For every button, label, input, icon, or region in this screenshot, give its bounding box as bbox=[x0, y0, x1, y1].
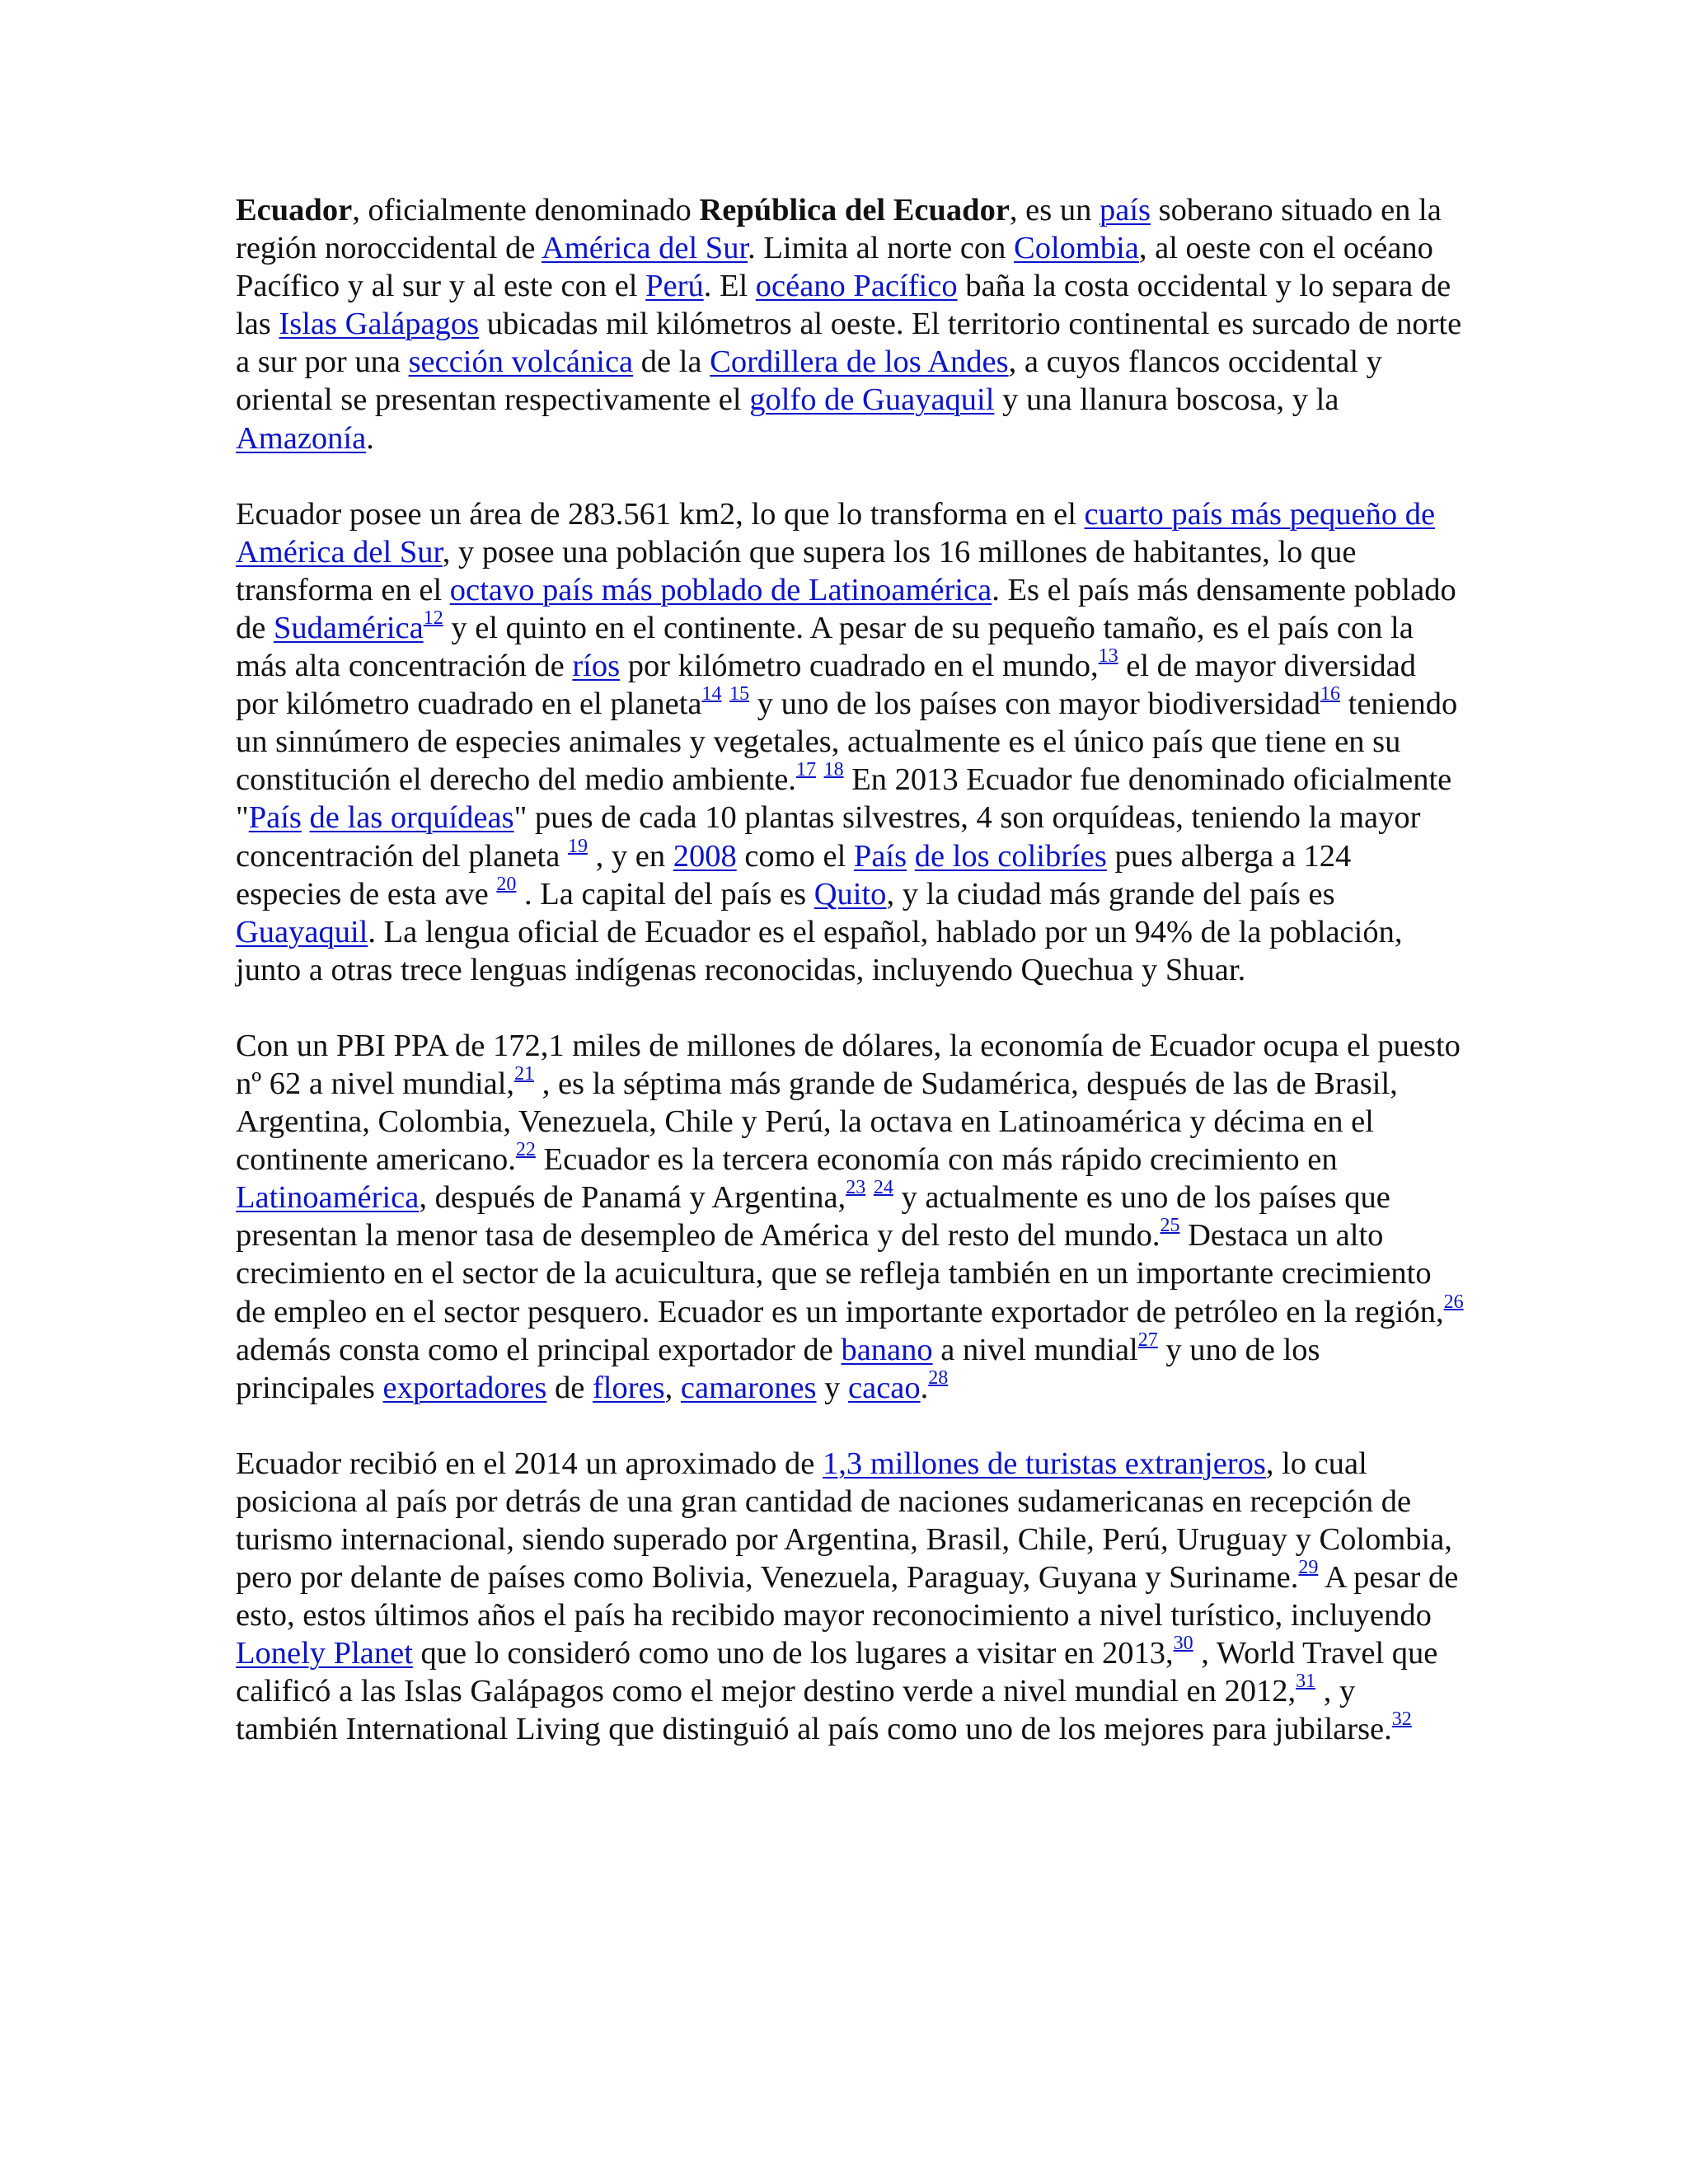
footnote-ref bbox=[1099, 645, 1118, 667]
inline-link[interactable]: 2008 bbox=[673, 838, 737, 874]
text-run: . bbox=[366, 420, 374, 456]
text-run: , después de Panamá y Argentina, bbox=[419, 1180, 846, 1216]
footnote-link[interactable]: 29 bbox=[1298, 1557, 1319, 1579]
text-run: de bbox=[546, 1370, 593, 1405]
inline-link[interactable]: Sudamérica bbox=[273, 610, 424, 645]
text-run: , y también International Living que distinguió al país como uno de los mejores para jubilarse. bbox=[236, 1674, 1392, 1747]
text-run: , oficialmente denominado bbox=[352, 193, 700, 227]
text-run: el de mayor diversidad por kilómetro cuadrado en el planeta bbox=[236, 649, 1416, 722]
text-run: soberano situado en la región noroccidental de bbox=[236, 193, 1442, 266]
text-run: , es la séptima más grande de Sudamérica, después de las de Brasil, Argentina, Colombia, Venezuela, Chile y Perú, la octava en Latinoamérica y décima en el continente americano. bbox=[236, 1066, 1398, 1178]
text-run bbox=[865, 1180, 874, 1215]
text-run: de la bbox=[633, 344, 710, 380]
inline-link[interactable]: exportadores bbox=[382, 1370, 547, 1405]
footnote-ref bbox=[1138, 1329, 1158, 1351]
text-run: pues alberga a 124 especies de esta ave bbox=[236, 838, 1352, 912]
footnote-link[interactable]: 21 bbox=[514, 1062, 535, 1085]
footnote-link[interactable]: 20 bbox=[496, 873, 517, 895]
footnote-link[interactable]: 26 bbox=[1443, 1291, 1464, 1313]
paragraph bbox=[236, 495, 1464, 989]
footnote-link[interactable]: 27 bbox=[1137, 1329, 1158, 1351]
text-run: Con un PBI PPA de 172,1 miles de millones de dólares, la economía de Ecuador ocupa el puesto nº 62 a nivel mundial, bbox=[236, 1028, 1461, 1101]
footnote-ref bbox=[1320, 683, 1340, 705]
footnote-ref bbox=[1298, 1557, 1318, 1578]
text-run: Ecuador es la tercera economía con más rápido crecimiento en bbox=[535, 1142, 1338, 1178]
text-run: además consta como el principal exportador de bbox=[236, 1332, 842, 1367]
footnote-link[interactable]: 31 bbox=[1296, 1671, 1316, 1693]
footnote-ref bbox=[702, 683, 722, 705]
text-run: ubicadas mil kilómetros al oeste. El territorio continental es surcado de norte a sur por una bbox=[236, 307, 1462, 380]
paragraph bbox=[236, 1027, 1464, 1407]
text-run: y actualmente es uno de los países que presentan la menor tasa de desempleo de América y del resto del mundo. bbox=[236, 1180, 1390, 1254]
inline-link[interactable]: cuarto país más pequeño de América del Sur bbox=[236, 496, 1436, 569]
footnote-link[interactable]: 32 bbox=[1391, 1708, 1412, 1731]
text-run: . bbox=[920, 1370, 929, 1405]
footnote-link[interactable]: 28 bbox=[928, 1366, 949, 1389]
footnote-ref bbox=[824, 759, 844, 780]
text-run: , lo cual posiciona al país por detrás de una gran cantidad de naciones sudamericanas en recepción de turismo internacional, siendo superado por Argentina, Brasil, Chile, Perú, Uruguay y Colombia, pero por delante de países como Bolivia, Venezuela, Paraguay, Guyana y Suriname. bbox=[236, 1446, 1452, 1596]
text-run: Destaca un alto crecimiento en el sector de la acuicultura, que se refleja también en un importante crecimiento de empleo en el sector pesquero. Ecuador es un importante exportador de petróleo en la región, bbox=[236, 1218, 1444, 1329]
inline-link[interactable]: País bbox=[853, 838, 907, 874]
footnote-ref bbox=[874, 1177, 893, 1198]
inline-link[interactable]: flores bbox=[592, 1370, 665, 1405]
footnote-link[interactable]: 15 bbox=[729, 683, 750, 705]
footnote-ref bbox=[1160, 1215, 1179, 1236]
footnote-link[interactable]: 16 bbox=[1320, 683, 1341, 705]
footnote-link[interactable]: 24 bbox=[873, 1177, 893, 1199]
footnote-link[interactable]: 18 bbox=[823, 759, 844, 781]
inline-link[interactable]: País bbox=[248, 800, 302, 836]
inline-link[interactable]: octavo país más poblado de Latinoamérica bbox=[449, 572, 992, 607]
footnote-ref bbox=[568, 836, 588, 857]
text-run: y bbox=[816, 1370, 849, 1405]
inline-link[interactable]: camarones bbox=[680, 1370, 817, 1405]
bold-term: Ecuador bbox=[236, 193, 353, 227]
inline-link[interactable]: Colombia bbox=[1014, 231, 1139, 266]
text-run bbox=[907, 839, 915, 874]
footnote-link[interactable]: 14 bbox=[701, 683, 722, 705]
footnote-ref bbox=[729, 683, 749, 705]
text-run: a nivel mundial bbox=[932, 1332, 1138, 1367]
inline-link[interactable]: 1,3 millones de turistas extranjeros bbox=[823, 1446, 1266, 1481]
footnote-link[interactable]: 13 bbox=[1098, 645, 1118, 668]
text-run: En 2013 Ecuador fue denominado oficialmente " bbox=[236, 762, 1452, 836]
inline-link[interactable]: Quito bbox=[814, 876, 887, 912]
inline-link[interactable]: país bbox=[1099, 193, 1151, 227]
footnote-ref bbox=[516, 1139, 536, 1160]
text-run: . La lengua oficial de Ecuador es el español, hablado por un 94% de la población, junto a otras trece lenguas indígenas reconocidas, incluyendo Quechua y Shuar. bbox=[236, 914, 1403, 987]
footnote-link[interactable]: 23 bbox=[846, 1177, 866, 1199]
text-run: A pesar de esto, estos últimos años el país ha recibido mayor reconocimiento a nivel turístico, incluyendo bbox=[236, 1560, 1459, 1633]
footnote-ref bbox=[1174, 1633, 1193, 1654]
text-run: . Limita al norte con bbox=[748, 231, 1015, 266]
text-run: teniendo un sinnúmero de especies animales y vegetales, actualmente es el único país que tiene en su constitución el derecho del medio ambiente. bbox=[236, 687, 1458, 798]
text-run: baña la costa occidental y lo separa de las bbox=[236, 269, 1451, 342]
text-run: y uno de los países con mayor biodiversidad bbox=[749, 687, 1321, 722]
text-run: . El bbox=[703, 269, 756, 304]
text-run: , y la ciudad más grande del país es bbox=[886, 876, 1335, 912]
paragraph bbox=[236, 1445, 1464, 1749]
inline-link[interactable]: cacao bbox=[848, 1370, 921, 1405]
text-run: , bbox=[664, 1370, 681, 1405]
inline-link[interactable]: Cordillera de los Andes bbox=[710, 344, 1009, 380]
footnote-ref bbox=[496, 874, 516, 895]
text-run: Ecuador recibió en el 2014 un aproximado de bbox=[236, 1446, 823, 1481]
footnote-link[interactable]: 19 bbox=[567, 835, 588, 857]
text-run: , World Travel que calificó a las Islas Galápagos como el mejor destino verde a nivel mundial en 2012, bbox=[236, 1636, 1438, 1709]
document-body bbox=[236, 191, 1464, 1787]
inline-link[interactable]: ríos bbox=[572, 649, 621, 684]
text-run: , y posee una población que supera los 16 millones de habitantes, lo que transforma en el bbox=[236, 534, 1357, 607]
inline-link[interactable]: América del Sur bbox=[541, 231, 748, 266]
text-run: que lo consideró como uno de los lugares a visitar en 2013, bbox=[412, 1636, 1174, 1671]
text-run: y uno de los principales bbox=[236, 1332, 1320, 1405]
inline-link[interactable]: Amazonía bbox=[236, 420, 367, 456]
inline-link[interactable]: Perú bbox=[645, 269, 704, 304]
footnote-link[interactable]: 12 bbox=[423, 607, 443, 629]
footnote-link[interactable]: 25 bbox=[1160, 1215, 1180, 1237]
text-run: Ecuador posee un área de 283.561 km2, lo que lo transforma en el bbox=[236, 496, 1085, 532]
text-run: , a cuyos flancos occidental y oriental se presentan respectivamente el bbox=[236, 344, 1382, 418]
text-run: por kilómetro cuadrado en el mundo, bbox=[620, 649, 1099, 684]
inline-link[interactable]: golfo de Guayaquil bbox=[749, 382, 995, 418]
text-run: como el bbox=[736, 838, 854, 874]
footnote-link[interactable]: 22 bbox=[515, 1139, 536, 1161]
text-run bbox=[302, 800, 310, 835]
footnote-ref bbox=[514, 1063, 534, 1085]
text-run: y el quinto en el continente. A pesar de su pequeño tamaño, es el país con la más alta concentración de bbox=[236, 610, 1414, 684]
footnote-ref bbox=[1444, 1291, 1464, 1313]
inline-link[interactable]: de las orquídeas bbox=[309, 800, 514, 836]
inline-link[interactable]: Islas Galápagos bbox=[279, 307, 480, 342]
text-run: , al oeste con el océano Pacífico y al sur y al este con el bbox=[236, 231, 1433, 304]
inline-link[interactable]: de los colibríes bbox=[914, 838, 1107, 874]
inline-link[interactable]: océano Pacífico bbox=[755, 269, 958, 304]
footnote-ref bbox=[424, 607, 443, 629]
footnote-ref bbox=[928, 1367, 948, 1389]
paragraph bbox=[236, 191, 1464, 457]
inline-link[interactable]: banano bbox=[841, 1332, 933, 1367]
footnote-ref bbox=[1296, 1671, 1315, 1692]
inline-link[interactable]: Guayaquil bbox=[236, 914, 368, 949]
text-run bbox=[722, 687, 730, 721]
footnote-ref bbox=[1392, 1708, 1412, 1730]
bold-term: República del Ecuador bbox=[699, 193, 1010, 227]
inline-link[interactable]: Lonely Planet bbox=[236, 1636, 413, 1671]
inline-link[interactable]: sección volcánica bbox=[408, 344, 634, 380]
text-run: " pues de cada 10 plantas silvestres, 4 son orquídeas, teniendo la mayor concentración del planeta bbox=[236, 800, 1421, 874]
text-run: . La capital del país es bbox=[516, 876, 814, 912]
text-run: , y en bbox=[587, 838, 673, 874]
footnote-ref bbox=[846, 1177, 865, 1198]
text-run: y una llanura boscosa, y la bbox=[994, 382, 1339, 418]
text-run bbox=[816, 762, 824, 797]
footnote-link[interactable]: 30 bbox=[1173, 1633, 1193, 1655]
footnote-ref bbox=[796, 759, 816, 780]
text-run: , es un bbox=[1009, 193, 1100, 227]
footnote-link[interactable]: 17 bbox=[795, 759, 816, 781]
inline-link[interactable]: Latinoamérica bbox=[236, 1180, 420, 1216]
text-run: . Es el país más densamente poblado de bbox=[236, 572, 1456, 645]
